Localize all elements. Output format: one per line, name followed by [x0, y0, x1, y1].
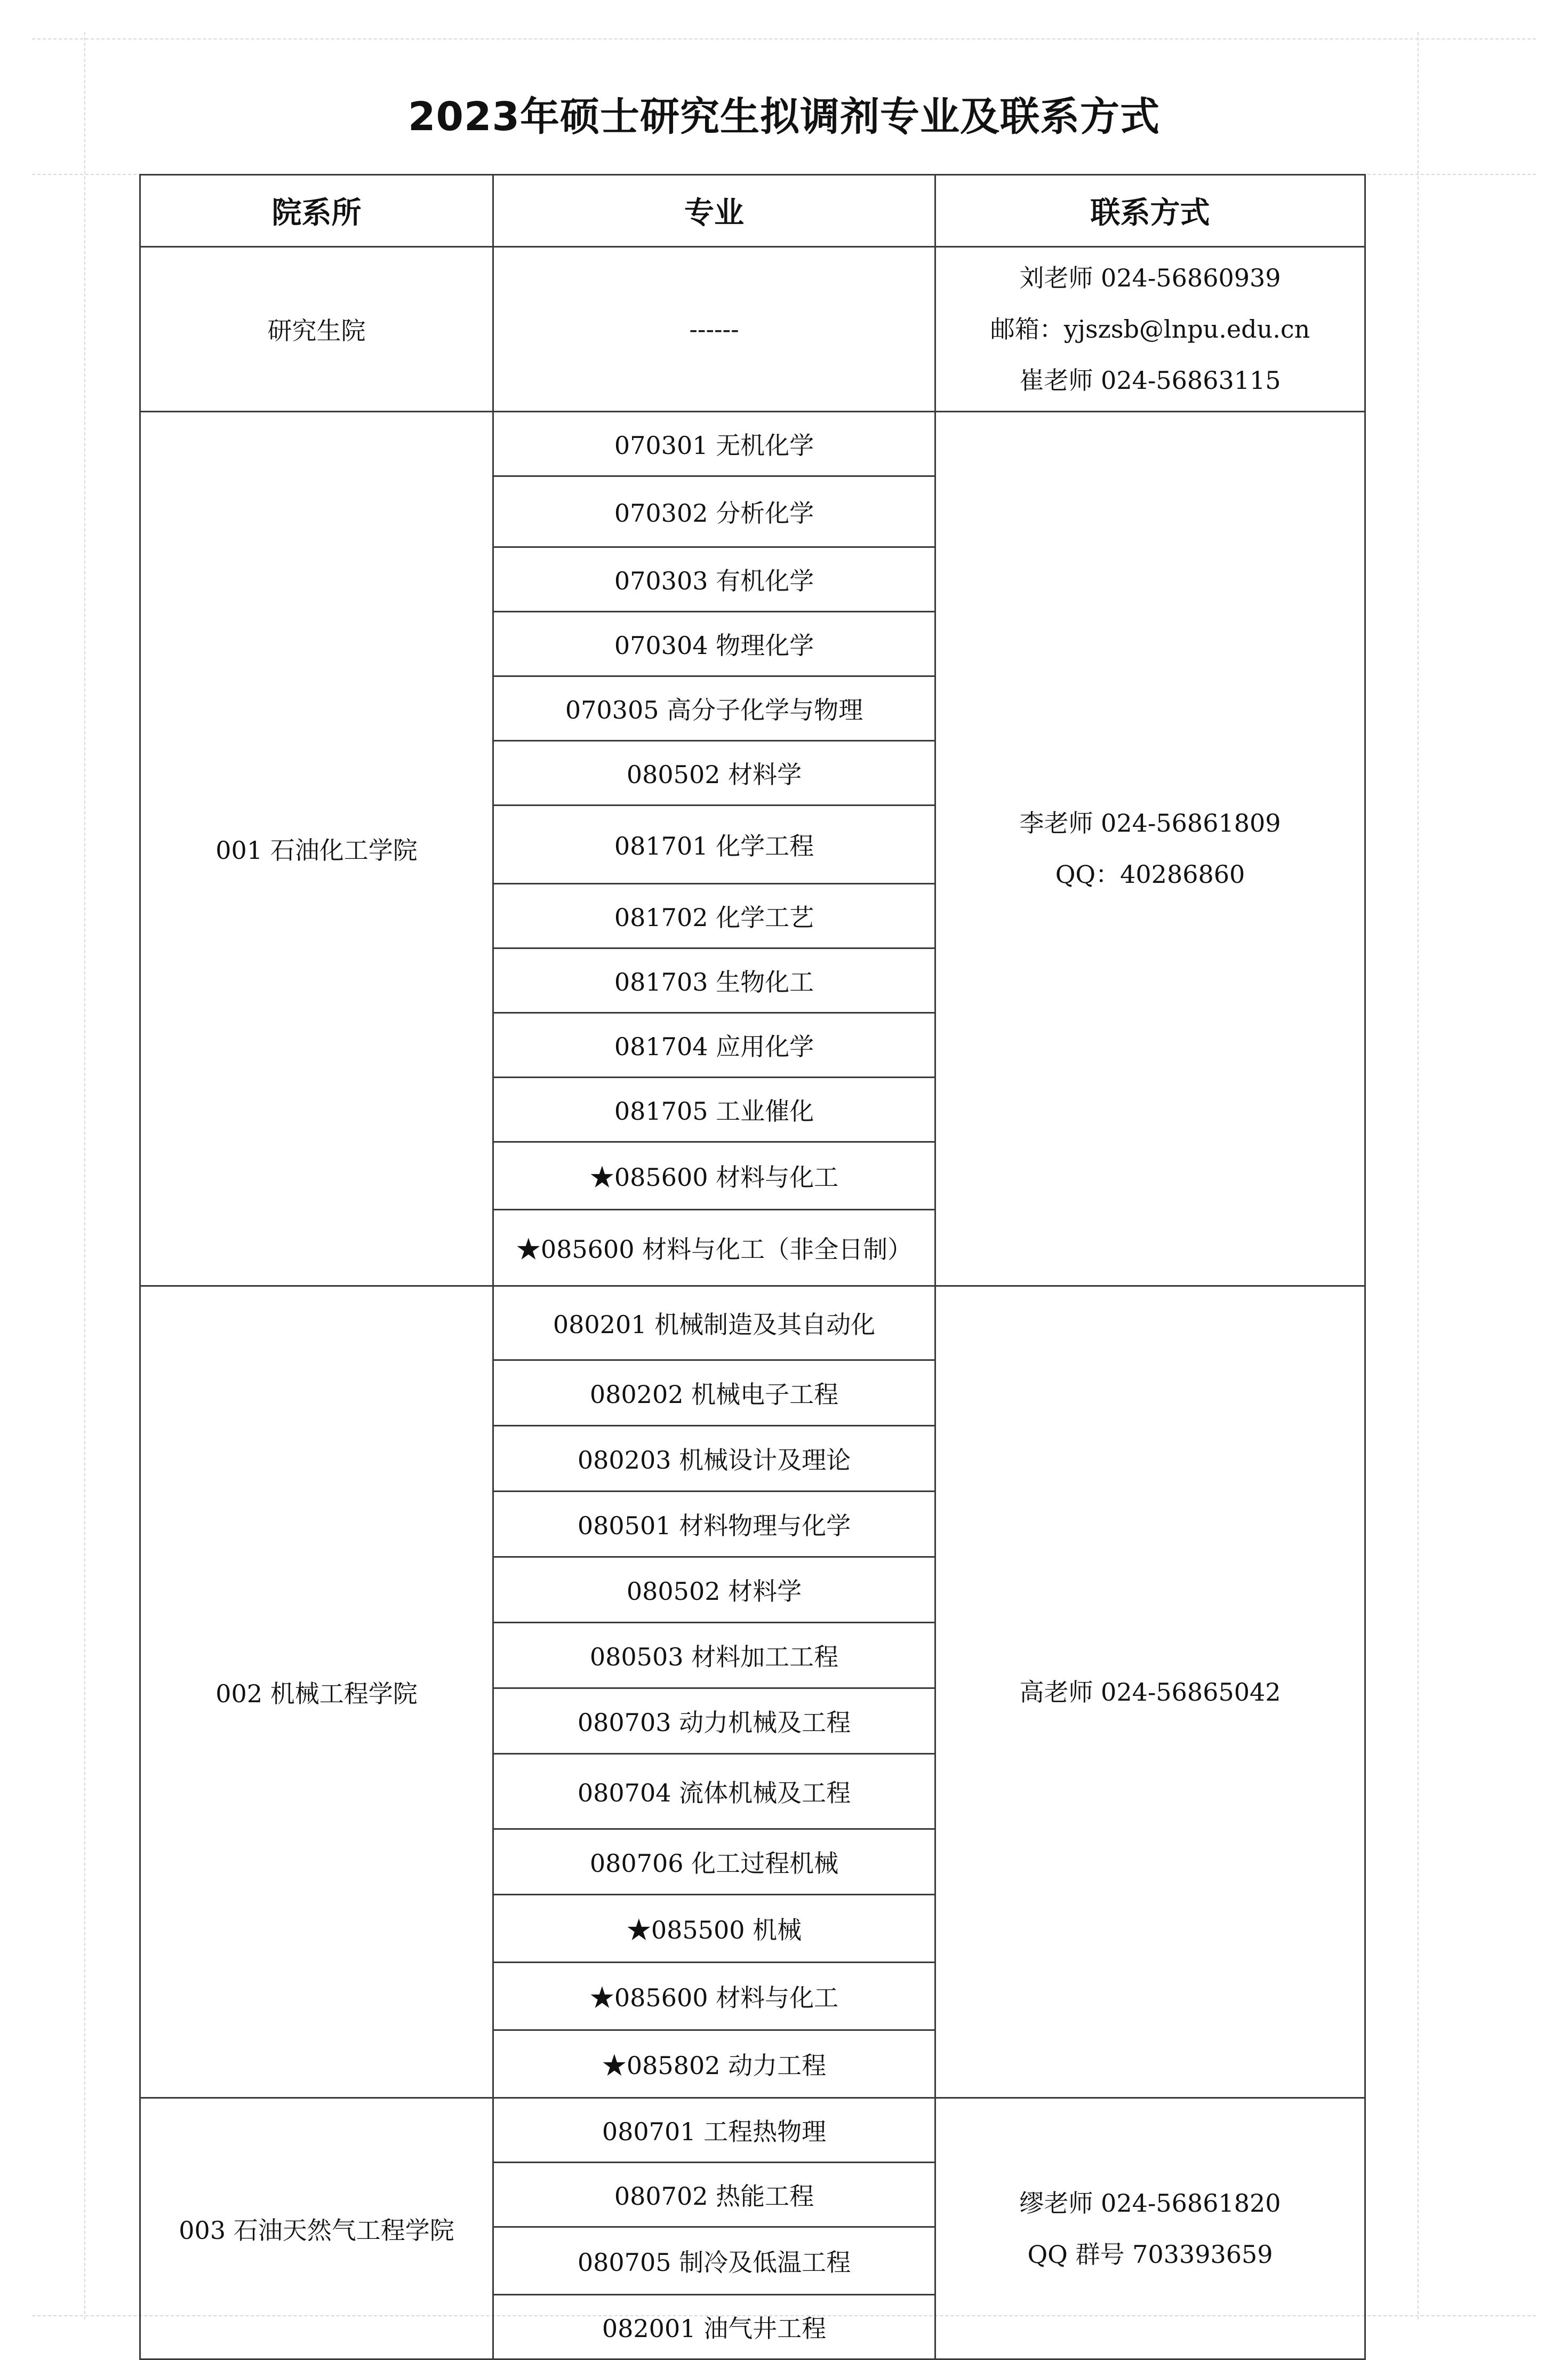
major-cell: ------ [493, 247, 935, 412]
page-guide-top [32, 38, 1536, 39]
adjustment-table [139, 174, 1366, 2360]
contact-line: 刘老师 024-56860939 [1019, 264, 1281, 292]
contact-cell [935, 1286, 1365, 2098]
major-cell: 080704 流体机械及工程 [493, 1754, 935, 1829]
major-cell: 070304 物理化学 [493, 612, 935, 676]
page-guide-left [84, 32, 85, 2319]
major-cell: ★085500 机械 [493, 1895, 935, 1963]
header-major: 专业 [493, 175, 935, 247]
table-row [140, 247, 1365, 412]
page-title: 2023年硕士研究生拟调剂专业及联系方式 [408, 94, 1160, 140]
table-header-row [140, 175, 1365, 247]
major-cell: 070305 高分子化学与物理 [493, 676, 935, 741]
department-cell: 003 石油天然气工程学院 [140, 2098, 493, 2359]
major-cell: 080203 机械设计及理论 [493, 1426, 935, 1492]
major-cell: 081704 应用化学 [493, 1013, 935, 1078]
contact-line: QQ：40286860 [1055, 860, 1245, 889]
table-row [140, 1286, 1365, 1360]
header-contact: 联系方式 [935, 175, 1365, 247]
major-cell: 080503 材料加工工程 [493, 1623, 935, 1688]
major-cell: 080202 机械电子工程 [493, 1360, 935, 1426]
major-cell: 070301 无机化学 [493, 412, 935, 476]
contact-cell [935, 2098, 1365, 2359]
contact-line: QQ 群号 703393659 [1027, 2239, 1273, 2269]
table-row [140, 412, 1365, 476]
major-cell: 080706 化工过程机械 [493, 1829, 935, 1895]
table-row [140, 2098, 1365, 2163]
header-department: 院系所 [140, 175, 493, 247]
major-cell: 080701 工程热物理 [493, 2098, 935, 2163]
major-cell: 070303 有机化学 [493, 547, 935, 612]
department-cell: 002 机械工程学院 [140, 1286, 493, 2098]
major-cell: 081702 化学工艺 [493, 884, 935, 948]
major-cell: ★085600 材料与化工 [493, 1142, 935, 1210]
major-cell: 081705 工业催化 [493, 1078, 935, 1142]
major-cell: 081701 化学工程 [493, 806, 935, 884]
page-guide-right [1418, 32, 1419, 2319]
major-cell: ★085600 材料与化工（非全日制） [493, 1210, 935, 1286]
major-cell: 080502 材料学 [493, 741, 935, 806]
contact-line: 李老师 024-56861809 [1019, 809, 1281, 838]
contact-line: 崔老师 024-56863115 [1019, 366, 1281, 395]
major-cell: 082001 油气井工程 [493, 2295, 935, 2359]
contact-line: 邮箱：yjszsb@lnpu.edu.cn [990, 315, 1310, 344]
major-cell: 080702 热能工程 [493, 2163, 935, 2227]
major-cell: 080502 材料学 [493, 1557, 935, 1623]
contact-cell [935, 247, 1365, 412]
major-cell: ★085802 动力工程 [493, 2030, 935, 2098]
major-cell: 080501 材料物理与化学 [493, 1492, 935, 1557]
department-cell: 研究生院 [140, 247, 493, 412]
department-cell: 001 石油化工学院 [140, 412, 493, 1286]
major-cell: 081703 生物化工 [493, 948, 935, 1013]
contact-line: 高老师 024-56865042 [1019, 1677, 1281, 1707]
major-cell: 070302 分析化学 [493, 476, 935, 547]
major-cell: 080705 制冷及低温工程 [493, 2227, 935, 2295]
major-cell: 080703 动力机械及工程 [493, 1688, 935, 1754]
contact-line: 缪老师 024-56861820 [1019, 2188, 1281, 2218]
contact-cell [935, 412, 1365, 1286]
major-cell: 080201 机械制造及其自动化 [493, 1286, 935, 1360]
major-cell: ★085600 材料与化工 [493, 1963, 935, 2030]
